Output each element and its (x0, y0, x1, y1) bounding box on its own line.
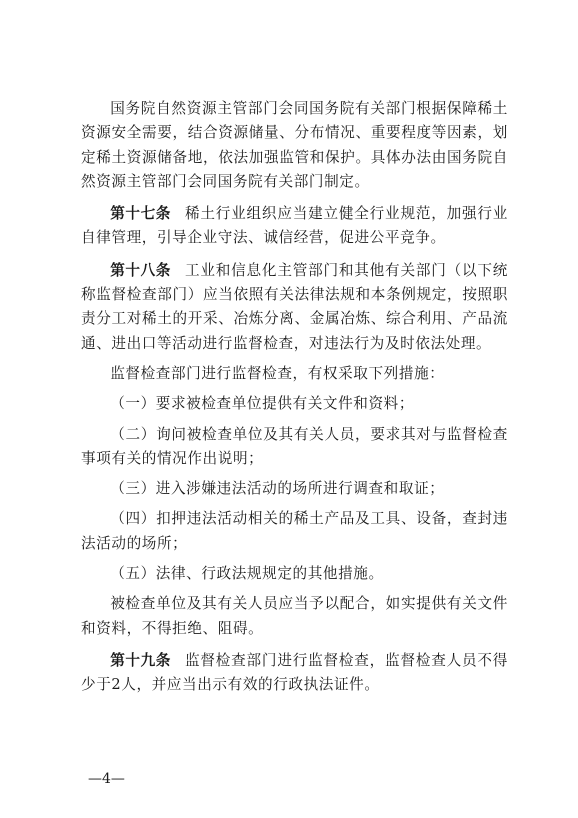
page-number: —4— (88, 771, 125, 787)
article-17 (81, 202, 508, 251)
paragraph-text: （二）询问被检查单位及其有关人员，要求其对与监督检查事项有关的情况作出说明； (81, 425, 508, 467)
paragraph-text: 国务院自然资源主管部门会同国务院有关部门根据保障稀土资源安全需要，结合资源储量、分布情况、重要程度等因素，划定稀土资源储备地，依法加强监管和保护。具体办法由国务院自然资源主管部门会同国务院有关部门制定。 (81, 100, 508, 190)
paragraph-text: 监督检查部门进行监督检查，有权采取下列措施： (110, 364, 445, 382)
paragraph-text: 稀土行业组织应当建立健全行业规范，加强行业自律管理，引导企业守法、诚信经营，促进公平竞争。 (81, 205, 508, 247)
measure-item-3 (81, 477, 508, 501)
paragraph-text: 监督检查部门进行监督检查，监督检查人员不得少于2人，并应当出示有效的行政执法证件。 (81, 651, 508, 694)
paragraph-text: （三）进入涉嫌违法活动的场所进行调查和取证； (110, 480, 445, 498)
paragraph-cooperation (81, 592, 508, 641)
paragraph-measures-intro (81, 362, 508, 386)
measure-item-2 (81, 423, 508, 472)
paragraph-text: （四）扣押违法活动相关的稀土产品及工具、设备，查封违法活动的场所； (81, 510, 508, 552)
article-number: 第十八条 (110, 261, 171, 279)
paragraph-text: 被检查单位及其有关人员应当予以配合，如实提供有关文件和资料，不得拒绝、阻碍。 (81, 595, 508, 637)
paragraph-reserve-areas (81, 97, 508, 194)
measure-item-4 (81, 507, 508, 556)
measure-item-5 (81, 562, 508, 586)
document-body (81, 97, 508, 698)
article-18 (81, 259, 508, 356)
article-number: 第十九条 (110, 651, 171, 669)
article-number: 第十七条 (110, 205, 171, 223)
paragraph-text: （五）法律、行政法规规定的其他措施。 (110, 565, 384, 583)
measure-item-1 (81, 392, 508, 416)
paragraph-text: （一）要求被检查单位提供有关文件和资料； (110, 395, 415, 413)
article-19 (81, 649, 508, 698)
paragraph-text: 工业和信息化主管部门和其他有关部门（以下统称监督检查部门）应当依照有关法律法规和本条例规定，按照职责分工对稀土的开采、冶炼分离、金属冶炼、综合利用、产品流通、进出口等活动进行监督检查，对违法行为及时依法处理。 (81, 261, 508, 352)
